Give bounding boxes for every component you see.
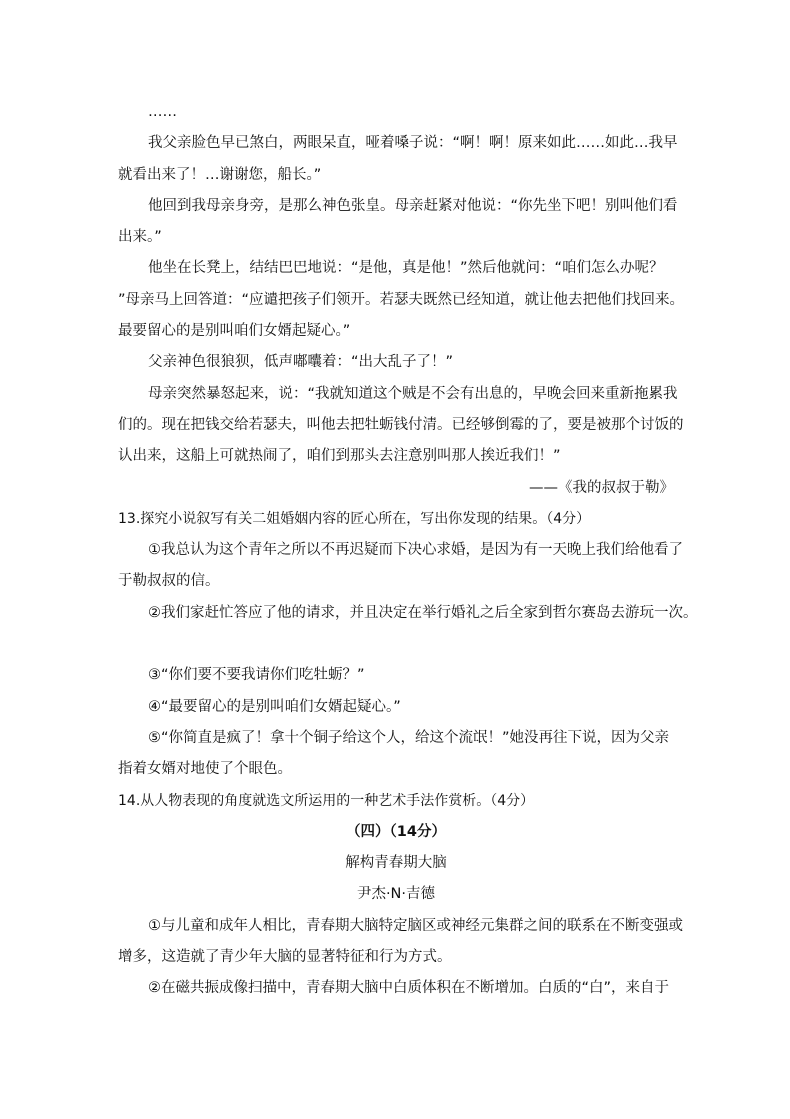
article-title: 解构青春期大脑: [345, 855, 447, 872]
quote-item: ③“你们要不要我请你们吃牡蛎？”: [148, 667, 365, 684]
paragraph-line: 母亲突然暴怒起来，说：“我就知道这个贼是不会有出息的，早晚会回来重新拖累我: [148, 385, 678, 402]
ellipsis: ……: [148, 104, 177, 120]
document-page: [118, 97, 698, 1005]
question-14: 14.从人物表现的角度就选文所运用的一种艺术手法作赏析。（4分）: [118, 792, 535, 809]
paragraph-line: 增多，这造就了青少年大脑的显著特征和行为方式。: [118, 949, 452, 966]
blank-line: [118, 629, 674, 660]
source-attribution: ——《我的叔叔于勒》: [529, 479, 674, 496]
section-heading: （四）（14分）: [346, 823, 446, 840]
article-author: 尹杰·N·吉德: [356, 886, 436, 903]
paragraph-line: 们的。现在把钱交给若瑟夫，叫他去把牡蛎钱付清。已经够倒霉的了，要是被那个讨饭的: [118, 416, 684, 433]
quote-item: ①我总认为这个青年之所以不再迟疑而下决心求婚，是因为有一天晚上我们给他看了: [148, 542, 683, 559]
paragraph-line: 最要留心的是别叫咱们女婿起疑心。”: [118, 323, 351, 340]
paragraph-line: 我父亲脸色早已煞白，两眼呆直，哑着嗓子说：“啊！啊！原来如此……如此…我早: [148, 135, 678, 152]
paragraph-line: ①与儿童和成年人相比，青春期大脑特定脑区或神经元集群之间的联系在不断变强或: [148, 917, 683, 934]
paragraph-line: 他回到我母亲身旁，是那么神色张皇。母亲赶紧对他说：“你先坐下吧！别叫他们看: [148, 197, 678, 214]
quote-item: 指着女婿对地使了个眼色。: [118, 761, 292, 778]
paragraph-line: 父亲神色很狼狈，低声嘟囔着：“出大乱子了！”: [148, 354, 454, 371]
question-13: 13.探究小说叙写有关二姐婚姻内容的匠心所在，写出你发现的结果。（4分）: [118, 510, 591, 527]
paragraph-line: 出来。”: [118, 229, 162, 246]
paragraph-line: ”母亲马上回答道：“应谴把孩子们领开。若瑟夫既然已经知道，就让他去把他们找回来。: [118, 291, 685, 308]
quote-item: ④“最要留心的是别叫咱们女婿起疑心。”: [148, 698, 401, 715]
quote-item: ②我们家赶忙答应了他的请求，并且决定在举行婚礼之后全家到哲尔赛岛去游玩一次。: [148, 604, 698, 621]
quote-item: ⑤“你简直是疯了！拿十个铜子给这个人，给这个流氓！”她没再往下说，因为父亲: [148, 729, 670, 746]
paragraph-line: ②在磁共振成像扫描中，青春期大脑中白质体积在不断增加。白质的“白”，来自于: [148, 980, 670, 997]
quote-item: 于勒叔叔的信。: [118, 573, 220, 590]
paragraph-line: 认出来，这船上可就热闹了，咱们到那头去注意别叫那人挨近我们！”: [118, 448, 561, 465]
paragraph-line: 就看出来了！…谢谢您，船长。”: [118, 166, 322, 183]
paragraph-line: 他坐在长凳上，结结巴巴地说：“是他，真是他！”然后他就问：“咱们怎么办呢？: [148, 260, 664, 277]
